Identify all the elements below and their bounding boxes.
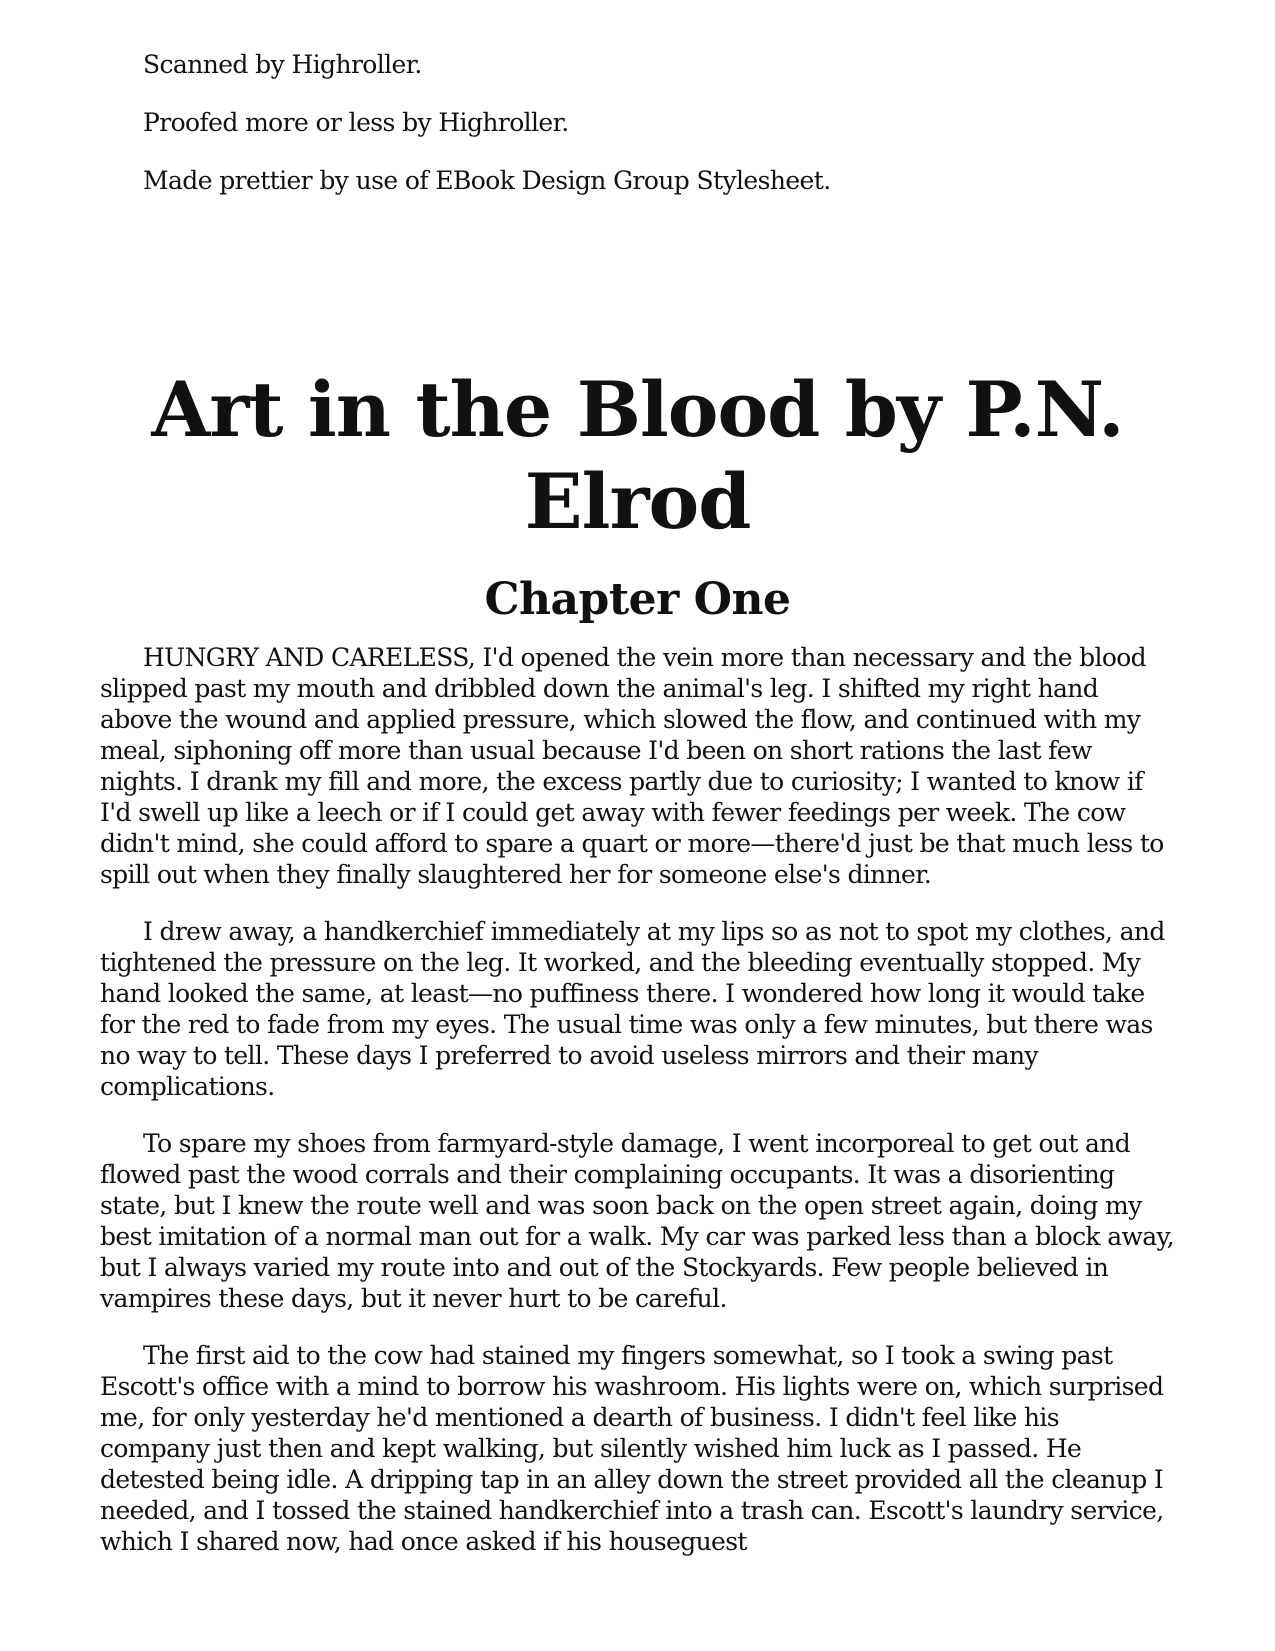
- section-spacer: [100, 224, 1175, 364]
- document-page: [100, 50, 1175, 1583]
- credit-stylesheet: Made prettier by use of EBook Design Group Stylesheet.: [143, 166, 831, 195]
- body-paragraph-3: To spare my shoes from farmyard-style damage, I went incorporeal to get out and flowed past the wood corrals and their complaining occupants. It was a disorienting state, but I knew the route well and was soon back on the open street again, doing my best imitation of a normal man out for a walk. My car was parked less than a block away, but I always varied my route into and out of the Stockyards. Few people believed in vampires these days, but it never hurt to be careful.: [100, 1129, 1174, 1313]
- credit-scanned: Scanned by Highroller.: [143, 50, 422, 79]
- body-paragraph-4: The first aid to the cow had stained my fingers somewhat, so I took a swing past Escott's office with a mind to borrow his washroom. His lights were on, which surprised me, for only yesterday he'd mentioned a dearth of business. I didn't feel like his company just then and kept walking, but silently wished him luck as I passed. He detested being idle. A dripping tap in an alley down the street provided all the cleanup I needed, and I tossed the stained handkerchief into a trash can. Escott's laundry service, which I shared now, had once asked if his houseguest: [100, 1341, 1164, 1556]
- body-paragraph-2: I drew away, a handkerchief immediately at my lips so as not to spot my clothes, and tightened the pressure on the leg. It worked, and the bleeding eventually stopped. My hand looked the same, at least—no puffiness there. I wondered how long it would take for the red to fade from my eyes. The usual time was only a few minutes, but there was no way to tell. These days I preferred to avoid useless mirrors and their many complications.: [100, 917, 1165, 1101]
- body-paragraph-1: HUNGRY AND CARELESS, I'd opened the vein more than necessary and the blood slipped past my mouth and dribbled down the animal's leg. I shifted my right hand above the wound and applied pressure, which slowed the flow, and continued with my meal, siphoning off more than usual because I'd been on short rations the last few nights. I drank my fill and more, the excess partly due to curiosity; I wanted to know if I'd swell up like a leech or if I could get away with fewer feedings per week. The cow didn't mind, she could afford to spare a quart or more—there'd just be that much less to spill out when they finally slaughtered her for someone else's dinner.: [100, 643, 1164, 889]
- credit-proofed: Proofed more or less by Highroller.: [143, 108, 569, 137]
- chapter-title: Chapter One: [484, 574, 791, 625]
- book-title: Art in the Blood by P.N. Elrod: [151, 365, 1124, 546]
